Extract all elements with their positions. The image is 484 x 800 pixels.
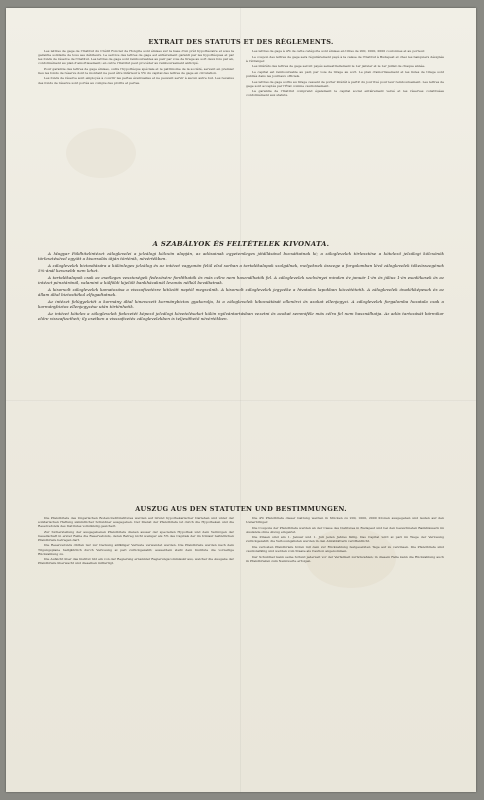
french-column-right: [246, 49, 444, 231]
paragraph: Die 4% Pfandbriefe dieser Gattung werden in Stücken zu 200, 1000, 2000 Kronen ausgegeben und lauten auf den Ueberbringer.: [246, 516, 444, 525]
paragraph: Die Pfandbriefe des Ungarischen Bodencreditinstitutes werden auf Grund hypothekarischer Darlehen und unter der solidarischen Haftung sämmtlicher Schuldner ausgegeben. Der Dienst der Pfandbriefe ist durch die Hypotheken und die Reservefonds des Institutes vollständig gesichert.: [38, 516, 234, 529]
paragraph: Les lettres de gage de l'Institut du Crédit Foncier de Hongrie sont émises sur la base d'un prêt hypothécaire et sous la garantie solidaire de tous ses débiteurs. Le service des lettres de gage est entièrement garanti par les hypothèques et par les fonds de réserve de l'Institut. Les lettres de gage sont remboursables au pair par voie de tirage au sort deux fois par an, conformément au plan d'amortissement; en outre l'Institut peut procéder au remboursement anticipé.: [38, 49, 234, 66]
document-page: [6, 8, 476, 792]
paragraph: Pour garantie des lettres de gage émises, outre l'hypothèque spéciale et le patrimoine de la société, servent en premier lieu les fonds de réserve dont le montant ne peut être inférieur à 5% du capital des lettres de gage en circulation.: [38, 66, 234, 75]
paragraph: Le capital est remboursable au pair, par voie de tirage au sort. Le plan d'amortissement et les listes de tirage sont publiés dans les journaux officiels.: [246, 69, 444, 79]
paragraph: Der Schuldner kann seine Schuld jederzeit vor der Verfallzeit zurückzahlen; in diesem Falle kann die Rückzahlung auch in Pfandbriefen zum Nennwerte erfolgen.: [246, 554, 444, 563]
paragraph: Les lettres de gage sortis au tirage cessent de porter intérêt à partir du jour fixé pour leur remboursement. Les lettres de gage sont acceptés par l'État comme cautionnement.: [246, 79, 444, 88]
heading-german: AUSZUG AUS DEN STATUTEN UND BESTIMMUNGEN.: [135, 505, 347, 513]
heading-hungarian: A SZABÁLYOK ÉS FELTÉTELEK KIVONATA.: [152, 240, 330, 248]
paragraph: Az intézet köteles a záloglevelek fedezetét képező jelzálogi követeléseket külön nyilvántartásban vezetni és azokat semmiféle más célra fel nem használhatja. Az adós tartozását bármikor előre visszafizetheti; ily esetben a visszafizetés záloglevelekben is teljesíthető névértékben.: [38, 311, 444, 322]
paragraph: Le coupon des lettres de gage sera régulièrement payé à la caisse de l'Institut à Budapest et chez les banquiers désignés à l'étranger.: [246, 54, 444, 63]
paragraph: Les lettres de gage à 4% de cette catégorie sont émises en titres de 200, 1000, 2000 couronnes et au porteur.: [252, 49, 425, 53]
paragraph: Az intézet felügyeletét a kormány által kinevezett kormánybiztos gyakorolja, ki a záloglevelek kibocsátását ellenőrzi és azokat ellenjegyzi. A záloglevelek forgalomba hozatala csak a kormánybiztos ellenjegyzése után történhetik.: [38, 299, 444, 310]
german-column-right: [246, 516, 444, 770]
paragraph: A tartalékalapok csak az esetleges veszteségek fedezésére fordíthatók és más célra nem használhatók fel. A záloglevelek szelvényei minden év január 1-én és július 1-én esedékesek és az intézet pénztáránál, valamint a külföldi kijelölt bankházaknál levonás nélkül beváltatnak.: [38, 275, 444, 286]
paragraph: La garantie de l'Institut comprend également le capital social entièrement versé et les réserves constituées conformément aux statuts.: [246, 89, 444, 98]
french-column-left: [38, 49, 234, 231]
paragraph: Die verlosten Pfandbriefe hören mit dem zur Rückzahlung festgesetzten Tage auf zu verzinsen. Die Pfandbriefe sind cautionsfähig und werden vom Staate als Caution angenommen.: [246, 545, 444, 554]
paragraph: Die Aufsicht über das Institut übt ein von der Regierung ernannter Regierungscommissär aus, welcher die Ausgabe der Pfandbriefe überwacht und dieselben mitfertigt.: [38, 557, 234, 566]
german-column-left: [38, 516, 234, 770]
paragraph: Les fonds de réserve sont employés à couvrir les pertes éventuelles et ne peuvent servir à aucun autre but. Les revenus des fonds de réserve sont portés au compte des profits et pertes.: [38, 76, 234, 85]
paragraph: Zur Sicherstellung der ausgegebenen Pfandbriefe dienen ausser der speciellen Hypothek und dem Vermögen der Gesellschaft in erster Reihe die Reservefonds, deren Betrag nicht weniger als 5% des Capitals der im Umlauf befindlichen Pfandbriefe betragen darf.: [38, 529, 234, 542]
paragraph: A kisorsolt záloglevelek kamatozása a visszafizetésre kitűzött naptól megszűnik. A kisorsolt záloglevelek jegyzéke a hivatalos lapokban közzététetik. A záloglevelek óvadékképesek és az állam által biztosítékul elfogadtatnak.: [38, 287, 444, 298]
paragraph: A záloglevelek biztosítására a különleges jelzálog és az intézet vagyonán felül első sorban a tartalékalapok szolgálnak, melyeknek összege a forgalomban lévő záloglevelek tőkeösszegének 5%-ánál kevesebb nem lehet.: [38, 263, 444, 274]
paragraph: Die Coupons der Pfandbriefe werden an der Casse des Institutes in Budapest und bei den bezeichneten Bankhäusern im Auslande ohne Abzug eingelöst.: [246, 525, 444, 534]
paragraph: Les intérêts des lettres de gage seront payés semestriellement le 1er janvier et le 1er juillet de chaque année.: [252, 64, 426, 69]
paragraph: Die Zinsen sind am 1. Januar und 1. Juli jeden Jahres fällig. Das Capital wird al pari im Wege der Verlosung zurückgezahlt; die Verlosungslisten werden in den Amtsblättern veröffentlicht.: [246, 535, 444, 544]
paragraph: Die Reservefonds dürfen nur zur Deckung allfälliger Verluste verwendet werden. Die Pfandbriefe werden nach dem Tilgungsplane halbjährlich durch Verlosung al pari zurückgezahlt; ausserdem steht dem Institute die vorzeitige Rückzahlung zu.: [38, 543, 234, 556]
hungarian-text-block: [38, 251, 444, 497]
paragraph: A Magyar Földhitelintézet záloglevelei a jelzálogi kölcsön alapján, az adósainak egyetemleges jótállásával bocsáttatnak ki; a záloglevelek törlesztése a kötelező jelzálogi kölcsönök törlesztésével együtt a kisorsolás útján történik, névértékben.: [38, 251, 444, 262]
heading-french: EXTRAIT DES STATUTS ET DES RÈGLEMENTS.: [148, 38, 334, 46]
